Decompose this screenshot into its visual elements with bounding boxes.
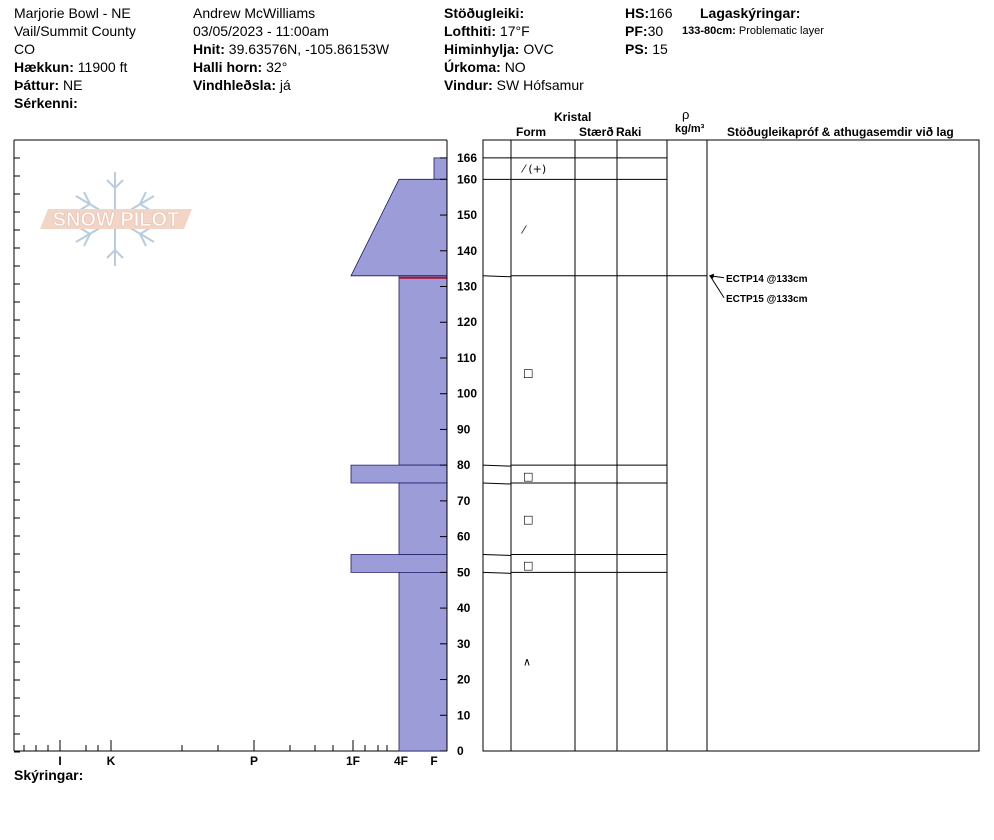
height-tick-label: 0 — [457, 744, 464, 758]
form-symbol: □ — [523, 559, 534, 573]
sky-value: OVC — [523, 41, 554, 57]
air-temp-label: Lofthiti: — [444, 23, 497, 39]
elevation-label: Hækkun: — [14, 59, 74, 75]
ps-label: PS: — [625, 41, 649, 57]
slope-value: 32° — [266, 59, 288, 75]
height-tick-label: 110 — [457, 350, 477, 365]
height-tick-label: 130 — [457, 279, 478, 294]
density-unit-header: kg/m³ — [675, 123, 705, 135]
height-tick-label: 20 — [457, 672, 471, 687]
height-tick-label: 166 — [457, 150, 478, 165]
coords-value: 39.63576N, -105.86153W — [228, 41, 390, 57]
hardness-tick-label: 1F — [345, 754, 361, 768]
layer-connector-line — [483, 465, 511, 466]
hardness-layer — [434, 158, 447, 179]
height-tick-label: 140 — [457, 243, 478, 258]
aspect-value: NE — [63, 77, 83, 93]
form-symbol: ⁄ (+) — [523, 162, 547, 176]
height-tick-label: 50 — [457, 565, 471, 580]
stability-label: Stöðugleiki: — [444, 5, 525, 21]
sky-label: Himinhylja: — [444, 41, 520, 57]
height-tick-label: 10 — [457, 708, 471, 723]
hardness-tick-label: F — [430, 754, 438, 768]
moisture-header: Raki — [616, 125, 642, 139]
rho-header: ρ — [682, 107, 690, 122]
crystal-grid — [483, 140, 979, 751]
height-tick-label: 100 — [457, 386, 478, 401]
air-temp-value: 17°F — [499, 23, 530, 39]
test-pointer-line — [710, 276, 724, 298]
pf-value: 30 — [647, 23, 664, 39]
height-tick-label: 30 — [457, 636, 471, 651]
site-name: Marjorie Bowl - NE — [14, 5, 131, 21]
stability-test-annotations — [709, 274, 808, 305]
tests-header: Stöðugleikapróf & athugasemdir við lag — [727, 125, 954, 139]
form-symbol: □ — [523, 512, 534, 526]
hardness-layer — [351, 554, 447, 572]
height-tick-label: 60 — [457, 529, 471, 544]
form-symbol: □ — [523, 366, 534, 380]
hardness-layer — [399, 483, 447, 554]
hardness-tick-label: 4F — [393, 754, 409, 768]
precip-label: Úrkoma: — [444, 59, 501, 75]
observation-datetime: 03/05/2023 - 11:00am — [193, 23, 329, 39]
slope-label: Halli horn: — [193, 59, 263, 75]
stability-test-label: ECTP14 @133cm — [726, 273, 808, 285]
height-tick-label: 80 — [457, 458, 471, 473]
site-range: Vail/Summit County — [14, 23, 136, 39]
pf-label: PF: — [625, 23, 648, 39]
layer-connector-line — [483, 276, 511, 277]
form-header: Form — [516, 125, 546, 139]
height-tick-label: 70 — [457, 493, 471, 508]
stability-test-label: ECTP15 @133cm — [726, 293, 808, 305]
hardness-layer — [351, 465, 447, 483]
site-state: CO — [14, 41, 35, 57]
grid-frame — [483, 140, 979, 751]
snowpilot-logo — [40, 172, 192, 266]
hs-label: HS: — [625, 5, 650, 21]
wind-loading-value: já — [279, 77, 291, 93]
comments-label: Skýringar: — [14, 767, 84, 783]
ps-value: 15 — [652, 41, 668, 57]
form-symbol: ⁄ — [523, 223, 525, 237]
height-tick-label: 150 — [457, 208, 478, 223]
layer-connector-line — [483, 483, 511, 484]
wind-loading-label: Vindhleðsla: — [193, 77, 276, 93]
hardness-tick-label: I — [58, 754, 62, 768]
wind-value: SW Hófsamur — [496, 77, 584, 93]
form-symbols — [520, 163, 546, 669]
features-label: Sérkenni: — [14, 95, 78, 111]
observer-name: Andrew McWilliams — [193, 5, 316, 21]
height-tick-label: 90 — [457, 422, 471, 437]
precip-value: NO — [504, 59, 526, 75]
hardness-tick-label: P — [249, 754, 259, 768]
hardness-layer — [351, 179, 447, 275]
layer-connector-line — [483, 554, 511, 555]
wind-label: Vindur: — [444, 77, 493, 93]
height-tick-label: 120 — [457, 315, 478, 330]
crystal-header: Kristal — [554, 110, 592, 124]
height-tick-label: 160 — [457, 172, 478, 187]
legend-entry-text: Problematic layer — [738, 25, 824, 37]
form-symbol: ∧ — [523, 655, 532, 669]
logo-text: SNOW PILOT — [52, 209, 180, 231]
elevation-value: 11900 ft — [77, 59, 128, 75]
hardness-tick-label: K — [106, 754, 116, 768]
form-symbol: □ — [523, 469, 534, 483]
legend-entry-range: 133-80cm: — [682, 25, 736, 37]
size-header: Stærð — [579, 125, 614, 139]
hardness-layer — [399, 276, 447, 465]
legend-title: Lagaskýringar: — [700, 5, 801, 21]
hs-value: 166 — [649, 5, 673, 21]
coords-label: Hnit: — [193, 41, 225, 57]
layer-connector-line — [483, 572, 511, 573]
hardness-layers — [351, 158, 447, 751]
aspect-label: Þáttur: — [14, 77, 60, 93]
height-tick-label: 40 — [457, 601, 471, 616]
hardness-layer — [399, 572, 447, 751]
